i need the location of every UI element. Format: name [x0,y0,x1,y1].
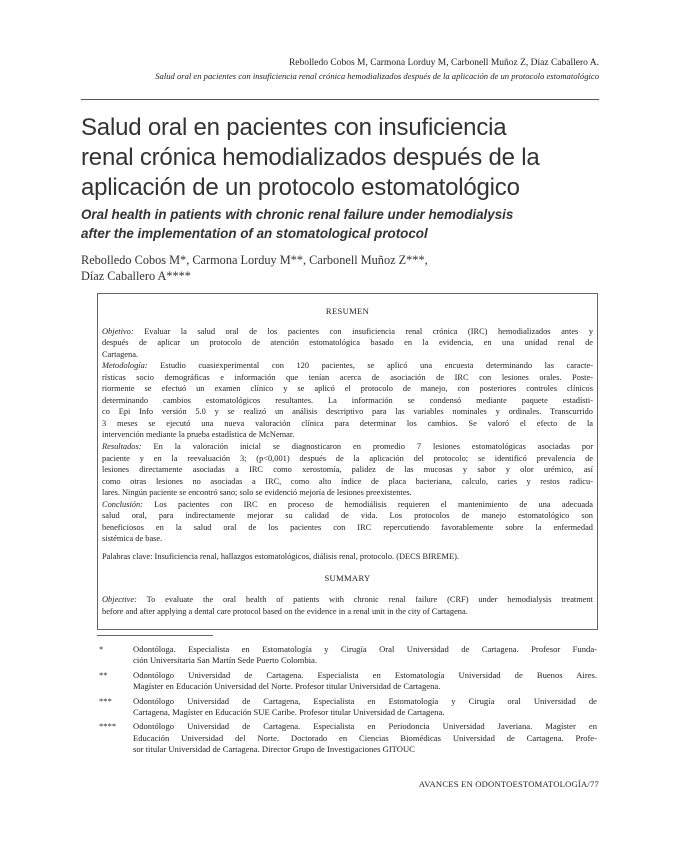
footnote-line: ción Universitaria San Martín Sede Puerto Colombia. [133,655,318,666]
resultados-line: paciente y en la reevaluación 3; (p<0,001) después de la aplicación del protocolo; se identificó prevalencia de [102,453,593,463]
article-title-english [81,205,621,243]
footnote [97,696,597,719]
footnote-mark: **** [99,721,117,732]
footnote [97,721,597,755]
metodologia-line: Metodología: Estudio cuasiexperimental con 120 pacientes, se aplicó una encuesta determinando las caracte- [102,361,594,371]
article-title-english-line: Oral health in patients with chronic renal failure under hemodialysis [81,207,514,222]
footnote-line: Cartagena, Magíster en Educación SUE Caribe. Profesor titular Universidad de Cartagena. [133,707,445,718]
footnote [97,644,597,667]
running-header-title: Salud oral en pacientes con insuficiencia renal crónica hemodializados después de la aplicación de un protocolo estomatológico [155,71,599,81]
footnote-line: sor titular Universidad de Cartagena. Director Grupo de Investigaciones GITOUC [133,744,415,755]
article-title-line: renal crónica hemodializados después de la [81,144,540,171]
footnote-mark: * [99,644,104,654]
metodologia-line: determinando cambios estomatológicos resultantes. La información se condensó mediante paquete estadísti- [102,395,593,405]
footnote-mark: ** [99,669,108,680]
footnotes [97,644,597,759]
metodologia-label: Metodología: [102,361,148,371]
author-line: Rebolledo Cobos M*, Carmona Lorduy M**, Carbonell Muñoz Z***, [81,253,428,267]
objective-line: Objective: To evaluate the oral health of patients with chronic renal failure (CRF) under hemodialysis treatment [102,595,593,605]
resultados-label: Resultados: [102,442,142,452]
resultados-line: lesiones directamente asociadas a IRC como xerostomía, palidez de las mucosas y sabor y olor urémico, así [102,465,593,475]
author-line: Díaz Caballero A**** [81,269,191,283]
article-title-english-line: after the implementation of an stomatological protocol [81,226,428,241]
footnote-line: Odontólogo Universidad de Cartagena. Especialista en Estomatología Universidad de Buenos Aires. [133,669,597,680]
footnote-mark: *** [99,695,112,706]
metodologia-line: co Epi Info versión 5.0 y se realizó un análisis descriptivo para las variables nominales y ordinales. Transcurrido [102,407,593,417]
summary-heading: SUMMARY [324,573,371,584]
metodologia-line: rísticas socio demográficas e información que tenían acerca de asociación de IRC con lesiones orales. Poste- [102,372,593,382]
metodologia-line: intervención mediante la prueba estadística de McNemar. [102,430,295,440]
conclusion-line: sistémica de base. [102,534,163,544]
article-title-line: Salud oral en pacientes con insuficiencia [81,114,507,141]
resultados-line: como otras lesiones no asociadas a IRC, como alto índice de placa bacteriana, calculo, caries y restos radicu- [102,476,593,486]
footnote-line: Odontólogo Universidad de Cartagena. Especialista en Periodoncia Universidad Javeriana. Magíster en [133,721,597,732]
resumen-heading: RESUMEN [325,306,370,316]
article-title [81,113,621,203]
article-title-line: aplicación de un protocolo estomatológico [81,174,520,201]
objetivo-label: Objetivo: [102,326,134,336]
keywords: Palabras clave: Insuficiencia renal, hallazgos estomatológicos, diálisis renal, protocolo. (DECS BIREME). [102,551,460,561]
page-footer: AVANCES EN ODONTOESTOMATOLOGÍA/77 [418,779,599,789]
resultados-line: Resultados: En la valoración inicial se diagnosticaron en promedio 7 lesiones estomatológicas asociadas por [102,442,593,452]
footnote-rule [97,635,213,636]
metodologia-line: riormente se efectuó un examen clínico y se aplicó el protocolo de manejo, con posteriores controles clínicos [102,384,593,394]
conclusion-line: beneficiosos en la salud oral de los pacientes con IRC repercutiendo favorablemente sobre la enfermedad [102,522,593,532]
metodologia-line: 3 meses se ejecutó una nueva valoración clínica para determinar los cambios. Se valoró el efecto de la [102,418,593,428]
footnote-line: Odontóloga. Especialista en Estomatología y Cirugía Oral Universidad de Cartagena. Profesor Funda- [133,644,597,654]
footnote-line: Magíster en Educación Universidad del Norte. Profesor titular Universidad de Cartagena. [133,681,441,692]
objetivo-line: Objetivo: Evaluar la salud oral de los pacientes con insuficiencia renal crónica (IRC) hemodializados antes y [102,326,594,336]
objetivo-line: Cartagena. [102,349,139,359]
footnote-line: Educación Universidad del Norte. Doctorado en Ciencias Biomédicas Universidad de Cartagena. Profe- [133,732,597,743]
footnote [97,670,597,693]
author-list [81,252,621,284]
conclusion-line: Conclusión: Los pacientes con IRC en proceso de hemodiálisis requieren el mantenimiento de una adecuada [102,499,593,509]
objetivo-line: después de aplicar un protocolo de atención estomatológica basado en la evidencia, en una unidad renal de [102,338,593,348]
conclusion-line: salud oral, para indirectamente mejorar su calidad de vida. Los protocolos de manejo estomatológico son [102,511,593,521]
objective-line: before and after applying a dental care protocol based on the evidence in a renal unit in the city of Cartagena. [102,606,468,616]
objective-label: Objective: [102,595,137,605]
abstract-box [97,293,598,630]
header-rule [81,99,599,100]
footnote-line: Odontólogo Universidad de Cartagena, Especialista en Estomatología y Cirugía oral Universidad de [133,695,597,706]
resultados-line: lares. Ningún paciente se encontró sano; solo se evidenció mejoría de lesiones preexistentes. [102,488,412,498]
conclusion-label: Conclusión: [102,499,143,509]
running-header-authors: Rebolledo Cobos M, Carmona Lorduy M, Carbonell Muñoz Z, Díaz Caballero A. [288,58,599,68]
